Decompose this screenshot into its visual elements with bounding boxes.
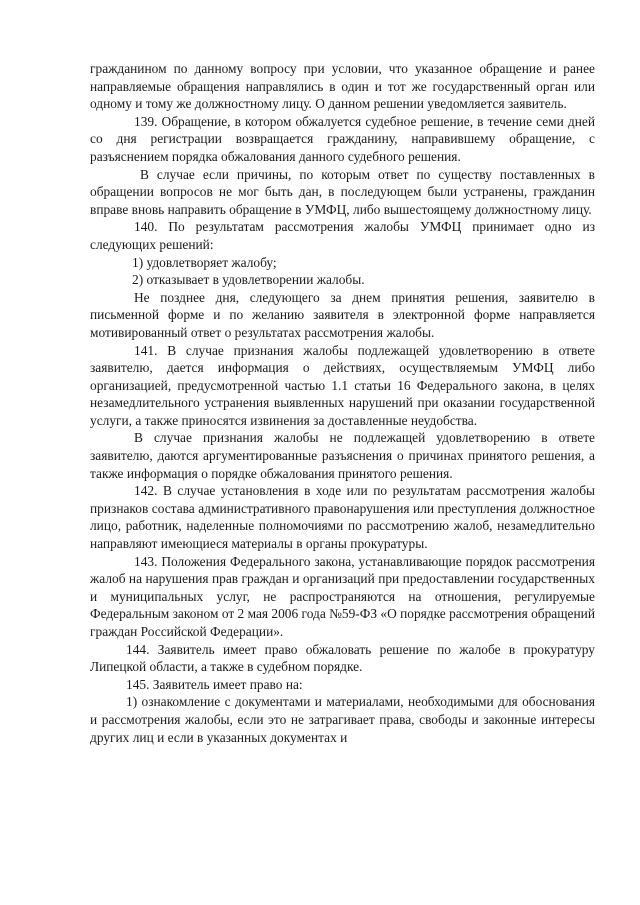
document-page bbox=[90, 60, 595, 746]
paragraph-139-return: В случае если причины, по которым ответ по существу поставленных в обращении вопросов не мог быть дан, в последующем были устранены, гражданин вправе вновь направить обращение в УМФЦ, либо вышестоящему должностному лицу. bbox=[90, 166, 595, 217]
paragraph-145-item-1: 1) ознакомление с документами и материалами, необходимыми для обоснования и рассмотрения жалобы, если это не затрагивает права, свободы и законные интересы других лиц и если в указанных документах и bbox=[90, 694, 595, 745]
paragraph-141-refusal: В случае признания жалобы не подлежащей удовлетворению в ответе заявителю, даются аргументированные разъяснения о причинах принятого решения, а также информация о порядке обжалования принятого решения. bbox=[90, 430, 595, 481]
list-item-refuse: 2) отказывает в удовлетворении жалобы. bbox=[132, 272, 365, 288]
paragraph-140: 140. По результатам рассмотрения жалобы УМФЦ принимает одно из следующих решений: bbox=[90, 219, 595, 252]
paragraph-145: 145. Заявитель имеет право на: bbox=[126, 676, 303, 692]
paragraph-continuation: гражданином по данному вопросу при условии, что указанное обращение и ранее направляемые обращения направлялись в один и тот же государственный орган или одному и тому же должностному лицу. О данном решении уведомляется заявитель. bbox=[90, 61, 595, 112]
paragraph-141: 141. В случае признания жалобы подлежащей удовлетворению в ответе заявителю, дается информация о действиях, осуществляемым УМФЦ либо организацией, предусмотренной частью 1.1 статьи 16 Федерального закона, в целях незамедлительного устранения выявленных нарушений при оказании государственной услуги, а также приносятся извинения за доставленные неудобства. bbox=[90, 342, 595, 428]
paragraph-140-response: Не позднее дня, следующего за днем принятия решения, заявителю в письменной форме и по желанию заявителя в электронной форме направляется мотивированный ответ о результатах рассмотрения жалобы. bbox=[90, 289, 595, 340]
paragraph-142: 142. В случае установления в ходе или по результатам рассмотрения жалобы признаков состава административного правонарушения или преступления должностное лицо, работник, наделенные полномочиями по рассмотрению жалоб, незамедлительно направляют имеющиеся материалы в органы прокуратуры. bbox=[90, 483, 595, 552]
paragraph-139: 139. Обращение, в котором обжалуется судебное решение, в течение семи дней со дня регистрации возвращается гражданину, направившему обращение, с разъяснением порядка обжалования данного судебного решения. bbox=[90, 113, 595, 164]
paragraph-144: 144. Заявитель имеет право обжаловать решение по жалобе в прокуратуру Липецкой области, а также в судебном порядке. bbox=[90, 641, 595, 675]
list-item-satisfy: 1) удовлетворяет жалобу; bbox=[132, 254, 277, 270]
paragraph-143: 143. Положения Федерального закона, устанавливающие порядок рассмотрения жалоб на нарушения прав граждан и организаций при предоставлении государственных и муниципальных услуг, не распространяются на отношения, регулируемые Федеральным законом от 2 мая 2006 года №59-ФЗ «О порядке рассмотрения обращений граждан Российской Федерации». bbox=[90, 553, 595, 639]
